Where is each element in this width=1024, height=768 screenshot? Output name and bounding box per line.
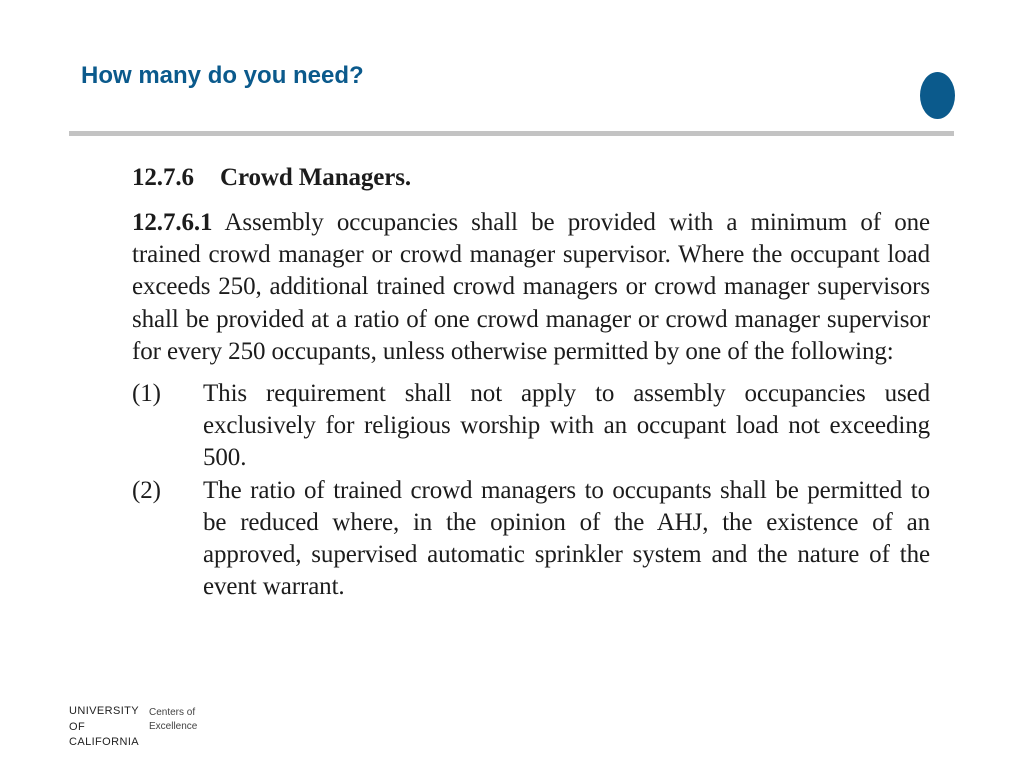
exception-item — [132, 378, 930, 475]
section-title: Crowd Managers. — [220, 164, 412, 191]
section-heading — [132, 162, 930, 194]
section-number: 12.7.6 — [132, 164, 194, 191]
paragraph-number: 12.7.6.1 — [132, 209, 213, 236]
title-divider — [69, 131, 954, 136]
logo-line: UNIVERSITY — [69, 705, 140, 717]
center-line: Centers of — [149, 707, 196, 718]
accent-oval — [920, 72, 955, 119]
exception-text: This requirement shall not apply to assembly occupancies used exclusively for religious worship with an occupant load not exceeding 500. — [203, 380, 930, 472]
code-excerpt — [132, 162, 930, 603]
exception-number: (1) — [132, 380, 161, 408]
center-line: Excellence — [149, 721, 198, 732]
exception-text: The ratio of trained crowd managers to occupants shall be permitted to be reduced where, in the opinion of the AHJ, the existence of an approved, supervised automatic sprinkler system and the nature of the event warrant. — [203, 476, 930, 601]
paragraph-text: Assembly occupancies shall be provided with a minimum of one trained crowd manager or crowd manager supervisor. Where the occupant load exceeds 250, additional trained crowd managers or crowd manager supervisors shall be provided at a ratio of one crowd manager or crowd manager supervisor for every 250 occupants, unless otherwise permitted by one of the following: — [132, 209, 930, 365]
university-logo — [69, 704, 139, 751]
centers-of-excellence-label — [149, 706, 197, 734]
slide-title: How many do you need? — [81, 62, 364, 89]
logo-line: OF — [69, 720, 86, 733]
exception-list — [132, 378, 930, 603]
exception-number: (2) — [132, 476, 161, 504]
exception-item — [132, 475, 930, 604]
section-paragraph — [132, 207, 930, 368]
logo-line: CALIFORNIA — [69, 736, 140, 748]
